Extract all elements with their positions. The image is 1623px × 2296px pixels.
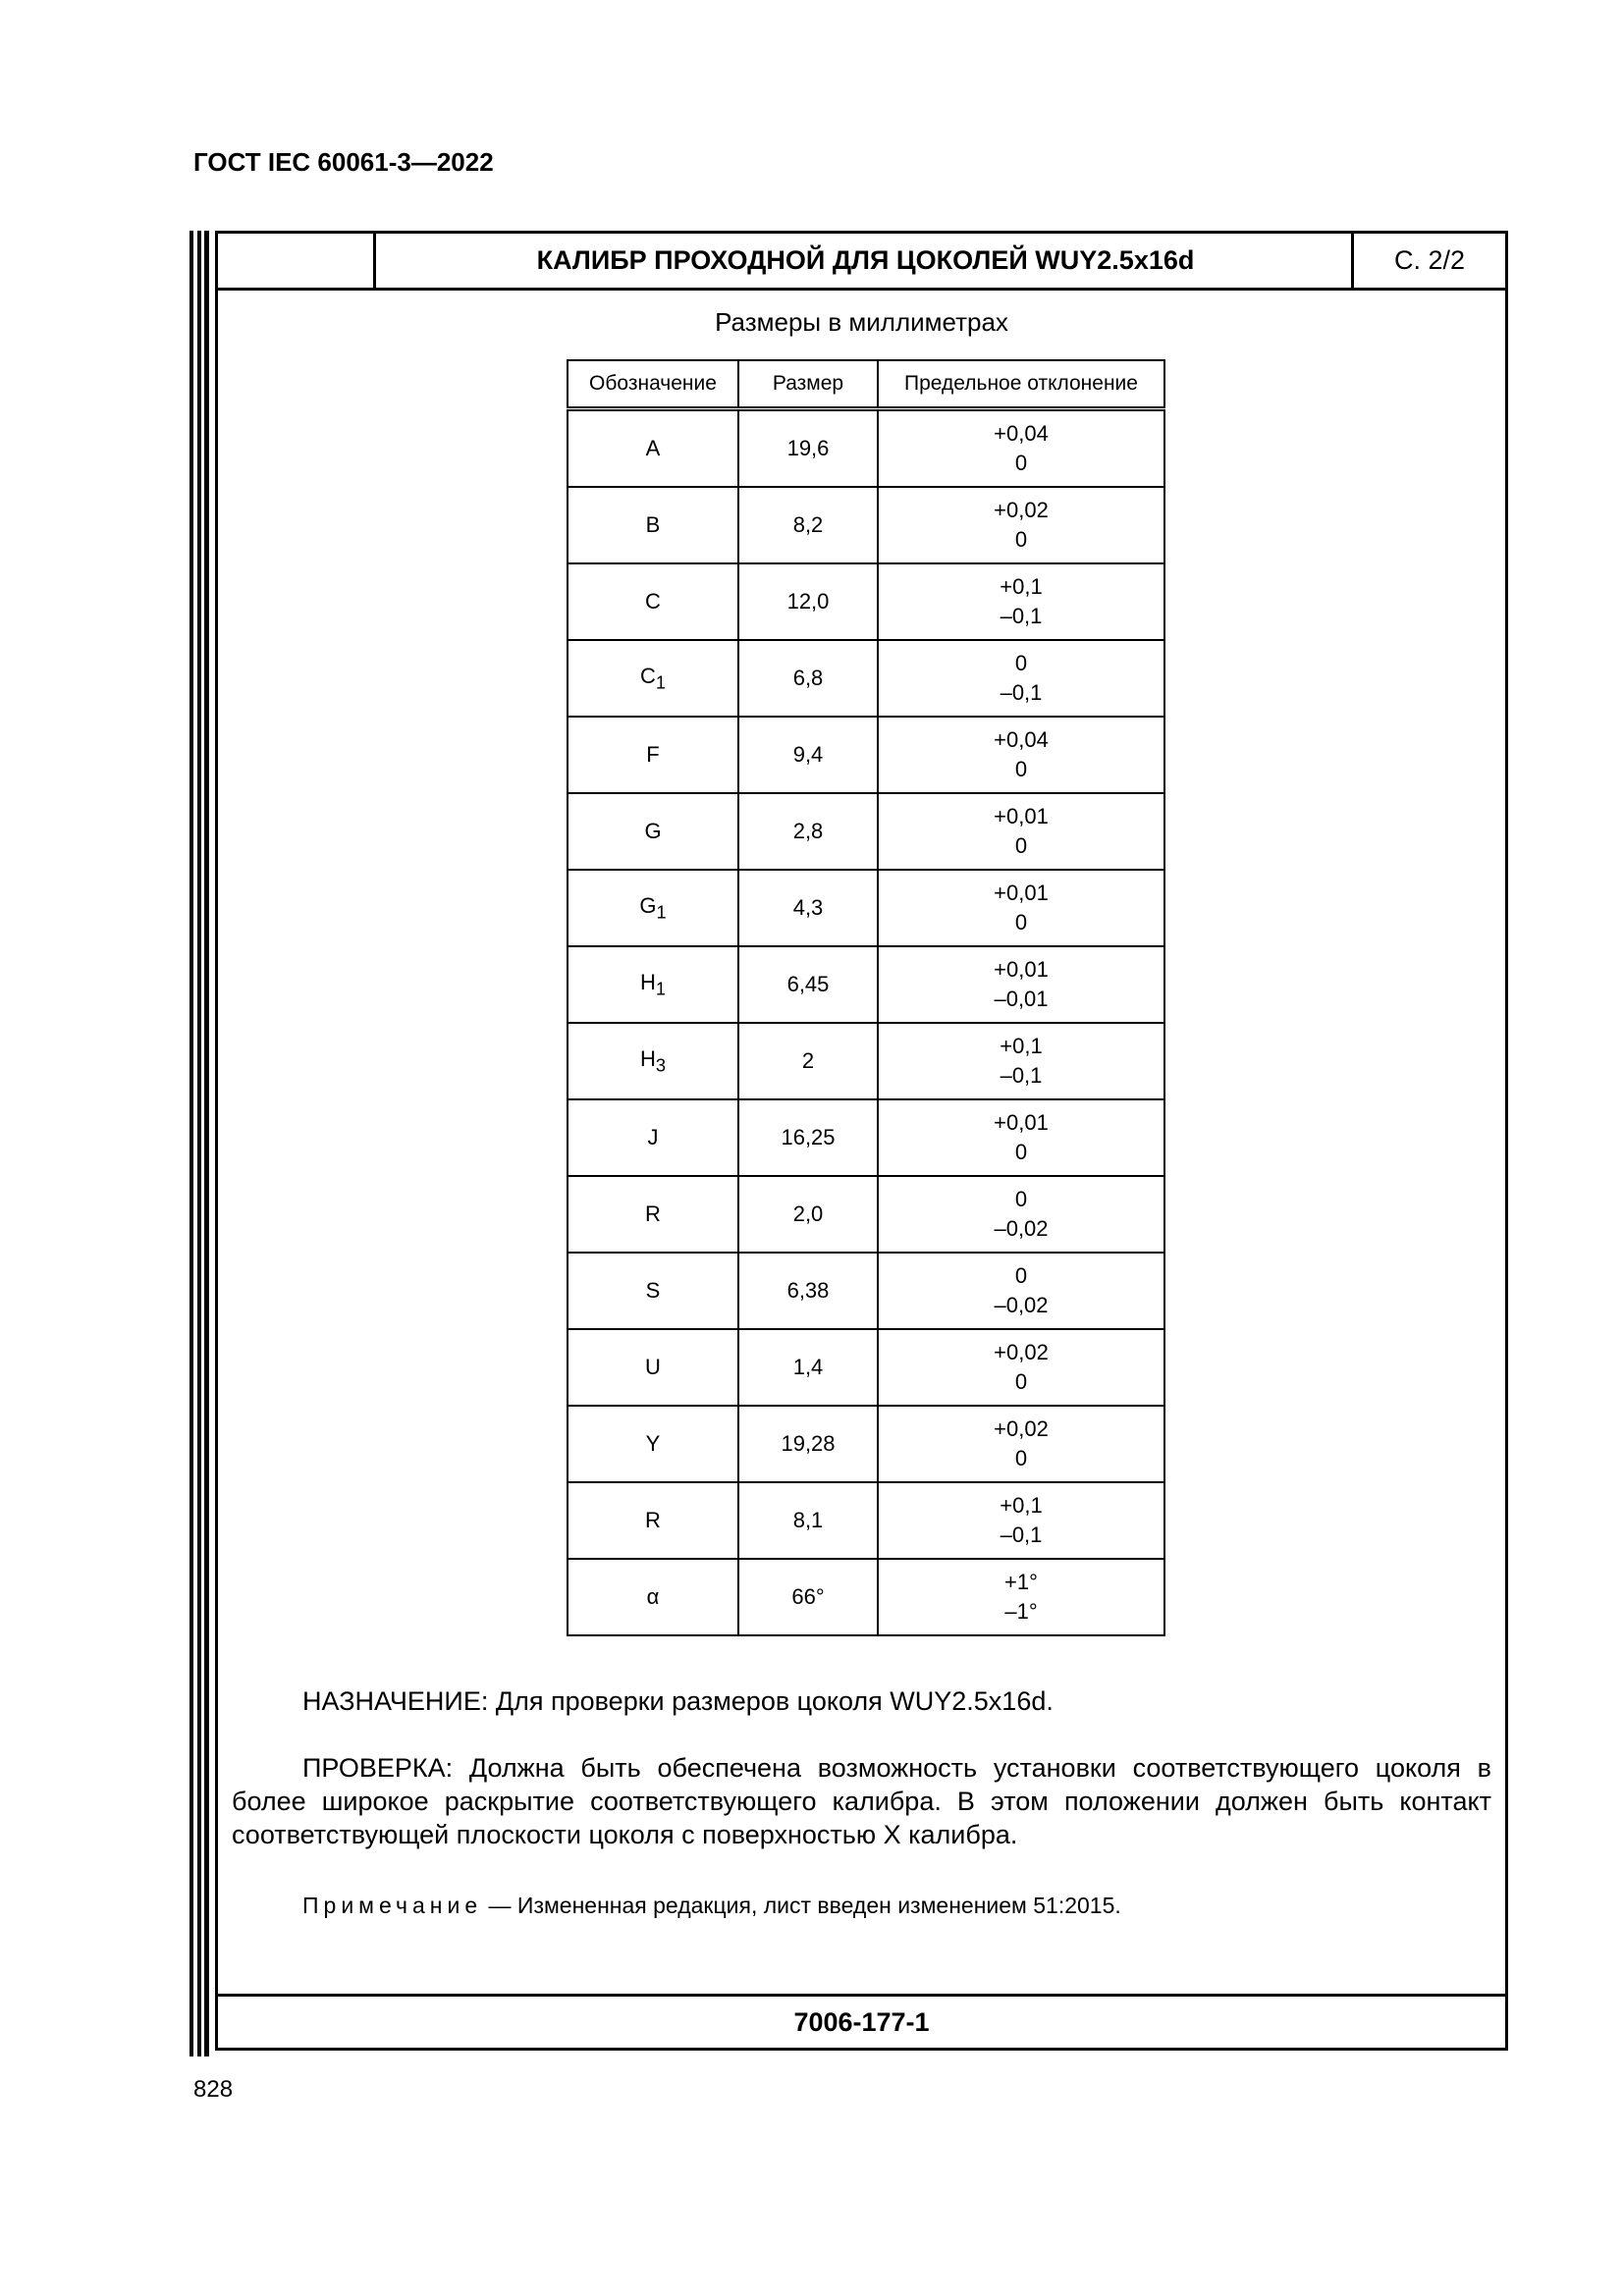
cell-size: 2 (738, 1023, 878, 1099)
column-header-symbol: Обозначение (568, 360, 738, 409)
page-label: С. 2/2 (1351, 234, 1505, 288)
symbol-text: J (647, 1125, 659, 1149)
cell-tolerance (878, 1253, 1164, 1329)
cell-symbol (568, 793, 738, 870)
cell-size: 2,8 (738, 793, 878, 870)
table-row (568, 1406, 1164, 1482)
symbol-text: U (645, 1355, 661, 1379)
cell-tolerance (878, 640, 1164, 717)
tolerance-upper: +0,01 (994, 881, 1049, 905)
tolerance-lower: –0,1 (1000, 680, 1043, 705)
cell-size: 6,45 (738, 946, 878, 1023)
table-row (568, 409, 1164, 488)
tolerance-lower: –0,1 (1000, 604, 1043, 628)
tolerance-upper: +1° (1004, 1570, 1038, 1594)
cell-tolerance (878, 1099, 1164, 1176)
table-row (568, 1099, 1164, 1176)
symbol-text: H (639, 969, 656, 994)
tolerance-lower: 0 (1014, 527, 1028, 552)
note (302, 1893, 1121, 1919)
table-row (568, 1482, 1164, 1559)
symbol-text: S (645, 1278, 661, 1303)
sheet-frame (215, 231, 1508, 2051)
symbol-text: B (645, 512, 661, 537)
table-row (568, 717, 1164, 793)
symbol-text: C (645, 589, 661, 614)
sheet-title: КАЛИБР ПРОХОДНОЙ ДЛЯ ЦОКОЛЕЙ WUY2.5x16d (536, 245, 1195, 275)
tolerance-lower: 0 (1014, 757, 1028, 781)
tolerance-upper: +0,1 (1000, 1034, 1043, 1058)
cell-tolerance (878, 1176, 1164, 1253)
cell-tolerance (878, 870, 1164, 946)
cell-symbol (568, 1559, 738, 1635)
cell-symbol (568, 717, 738, 793)
tolerance-upper: +0,04 (994, 727, 1049, 752)
column-header-tolerance: Предельное отклонение (878, 360, 1164, 409)
tolerance-lower: –1° (1004, 1599, 1038, 1624)
tolerance-lower: –0,02 (994, 1216, 1049, 1241)
sheet-code: 7006-177-1 (218, 1994, 1505, 2048)
tolerance-lower: –0,02 (994, 1293, 1049, 1317)
cell-tolerance (878, 1023, 1164, 1099)
tolerance-upper: +0,01 (994, 957, 1049, 982)
tolerance-lower: 0 (1014, 1446, 1028, 1470)
tolerance-upper: +0,1 (1000, 1493, 1043, 1518)
table-row (568, 870, 1164, 946)
tolerance-upper: +0,01 (994, 1110, 1049, 1135)
cell-tolerance (878, 487, 1164, 563)
symbol-subscript: 3 (655, 1054, 667, 1076)
cell-tolerance (878, 946, 1164, 1023)
cell-size: 6,38 (738, 1253, 878, 1329)
symbol-subscript: 1 (655, 671, 667, 693)
tolerance-lower: –0,1 (1000, 1063, 1043, 1088)
table-row (568, 946, 1164, 1023)
table-row (568, 640, 1164, 717)
cell-symbol (568, 1253, 738, 1329)
cell-tolerance (878, 1329, 1164, 1406)
symbol-text: α (646, 1584, 660, 1609)
tolerance-lower: –0,01 (994, 987, 1049, 1011)
cell-size: 19,28 (738, 1406, 878, 1482)
cell-tolerance (878, 1559, 1164, 1635)
tolerance-lower: –0,1 (1000, 1522, 1043, 1547)
cell-tolerance (878, 717, 1164, 793)
cell-tolerance (878, 409, 1164, 488)
cell-symbol (568, 563, 738, 640)
tolerance-lower: 0 (1014, 1369, 1028, 1394)
tolerance-upper: 0 (1014, 1263, 1028, 1288)
symbol-text: H (639, 1045, 656, 1071)
cell-size: 4,3 (738, 870, 878, 946)
table-row (568, 1329, 1164, 1406)
units-note: Размеры в миллиметрах (715, 307, 1008, 337)
cell-symbol (568, 409, 738, 488)
tolerance-lower: 0 (1014, 910, 1028, 934)
cell-size: 19,6 (738, 409, 878, 488)
cell-symbol (568, 1406, 738, 1482)
tolerance-upper: +0,02 (994, 1340, 1049, 1364)
check-paragraph: ПРОВЕРКА: Должна быть обеспечена возможность установки соответствующего цоколя в более широкое раскрытие соответствующего калибра. В этом положении должен быть контакт соответствующей плоскости цоколя с поверхностью X калибра. (232, 1753, 1491, 1849)
dimensions-table (567, 359, 1165, 1636)
margin-rule (204, 231, 209, 2056)
tolerance-upper: 0 (1014, 1187, 1028, 1211)
cell-size: 8,2 (738, 487, 878, 563)
table-row (568, 1559, 1164, 1635)
symbol-text: G (639, 892, 657, 918)
table-row (568, 563, 1164, 640)
cell-size: 8,1 (738, 1482, 878, 1559)
tolerance-upper: +0,04 (994, 421, 1049, 446)
table-row (568, 1023, 1164, 1099)
tolerance-upper: 0 (1014, 651, 1028, 675)
symbol-text: R (645, 1508, 661, 1532)
cell-symbol (568, 487, 738, 563)
cell-symbol (568, 1329, 738, 1406)
purpose-paragraph: НАЗНАЧЕНИЕ: Для проверки размеров цоколя WUY2.5x16d. (302, 1686, 1054, 1716)
cell-symbol (568, 1176, 738, 1253)
cell-size: 6,8 (738, 640, 878, 717)
symbol-text: G (644, 819, 662, 843)
table-row (568, 793, 1164, 870)
cell-size: 66° (738, 1559, 878, 1635)
symbol-subscript: 1 (656, 901, 667, 923)
cell-tolerance (878, 1482, 1164, 1559)
cell-size: 16,25 (738, 1099, 878, 1176)
symbol-text: F (646, 742, 660, 767)
title-row (218, 234, 1505, 291)
tolerance-upper: +0,02 (994, 1416, 1049, 1441)
cell-symbol (568, 640, 738, 717)
symbol-text: Y (645, 1431, 661, 1456)
tolerance-lower: 0 (1014, 451, 1028, 475)
table-body (568, 409, 1164, 1636)
page-number: 828 (193, 2076, 234, 2103)
table-header-row (568, 360, 1164, 409)
cell-symbol (568, 870, 738, 946)
margin-rule (189, 231, 193, 2056)
cell-size: 9,4 (738, 717, 878, 793)
title-blank-cell (218, 234, 376, 288)
cell-tolerance (878, 793, 1164, 870)
symbol-text: C (639, 663, 656, 688)
tolerance-upper: +0,01 (994, 804, 1049, 828)
cell-symbol (568, 1482, 738, 1559)
note-label: Примечание (302, 1893, 483, 1918)
table-row (568, 1176, 1164, 1253)
tolerance-lower: 0 (1014, 833, 1028, 858)
cell-size: 2,0 (738, 1176, 878, 1253)
column-header-size: Размер (738, 360, 878, 409)
cell-size: 1,4 (738, 1329, 878, 1406)
cell-symbol (568, 1023, 738, 1099)
cell-symbol (568, 946, 738, 1023)
note-text: — Измененная редакция, лист введен изменением 51:2015. (482, 1893, 1121, 1918)
symbol-subscript: 1 (655, 978, 667, 999)
cell-tolerance (878, 1406, 1164, 1482)
symbol-text: A (645, 436, 661, 460)
document-header: ГОСТ IEC 60061-3—2022 (193, 147, 494, 177)
cell-symbol (568, 1099, 738, 1176)
cell-size: 12,0 (738, 563, 878, 640)
margin-rule (197, 231, 201, 2056)
tolerance-lower: 0 (1014, 1140, 1028, 1164)
cell-tolerance (878, 563, 1164, 640)
tolerance-upper: +0,02 (994, 498, 1049, 522)
tolerance-upper: +0,1 (1000, 574, 1043, 599)
table-row (568, 487, 1164, 563)
symbol-text: R (645, 1201, 661, 1226)
table-row (568, 1253, 1164, 1329)
